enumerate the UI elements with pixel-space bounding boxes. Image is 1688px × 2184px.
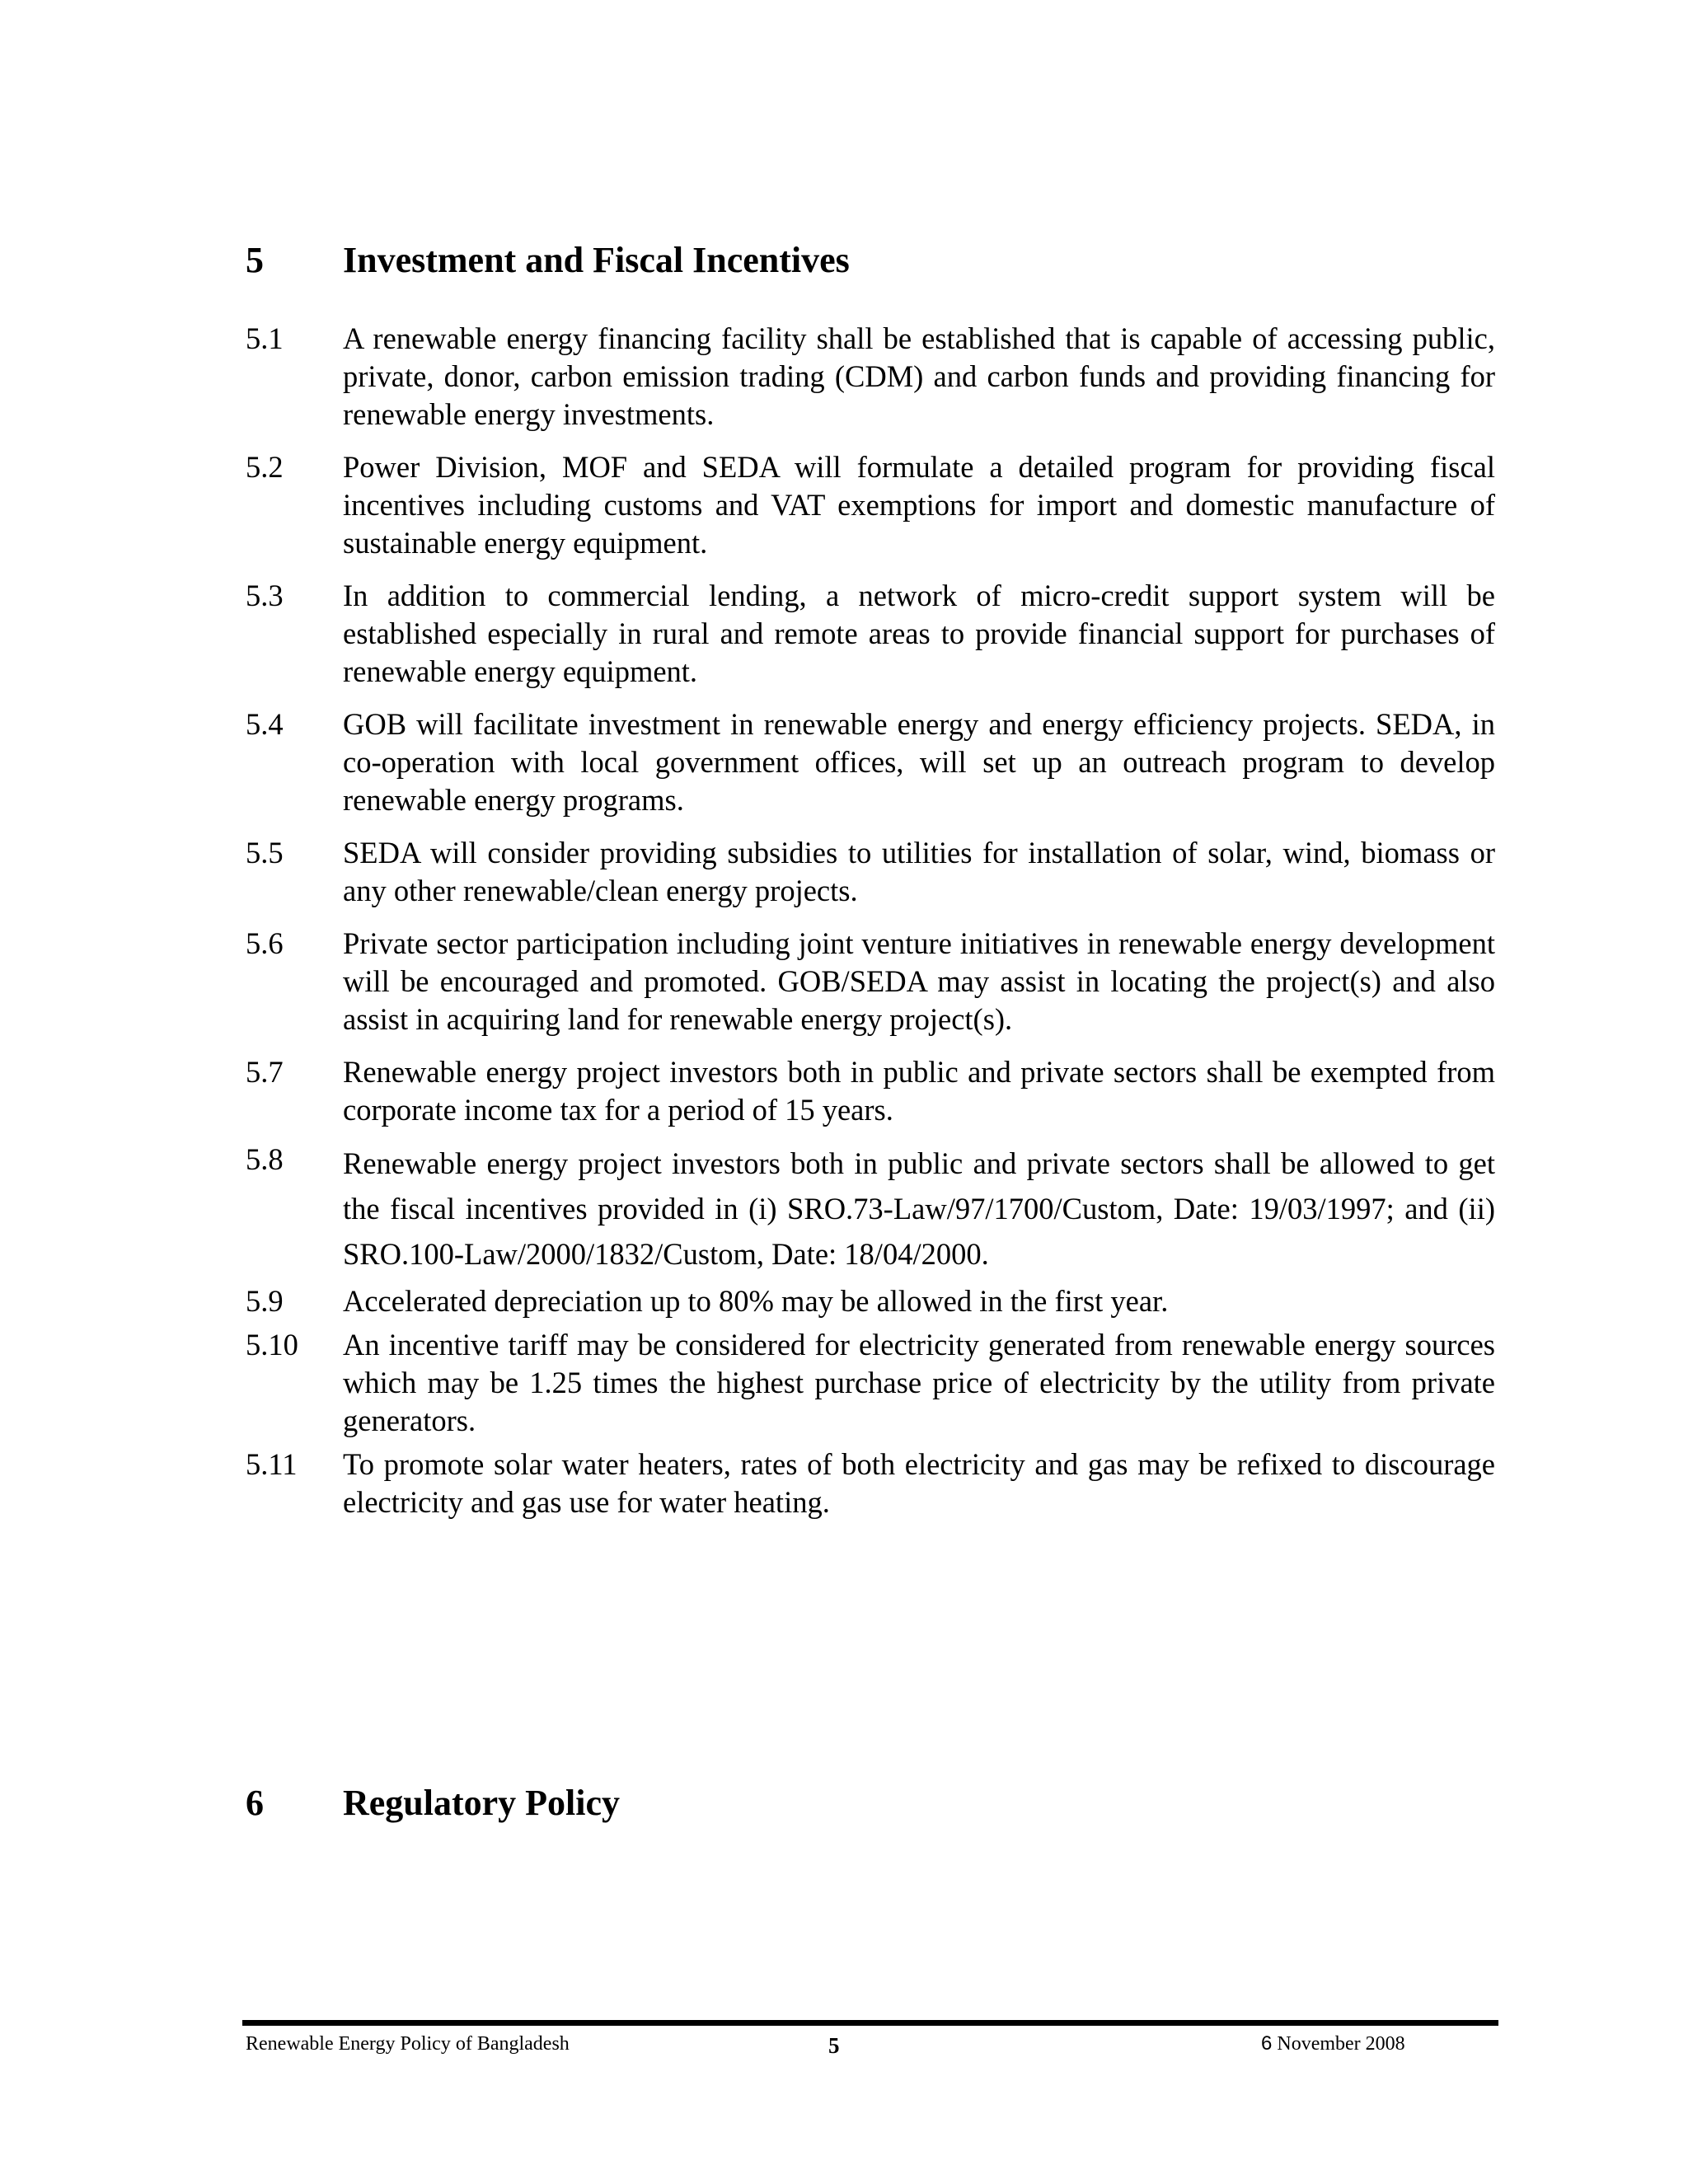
clause-number: 5.4 bbox=[246, 707, 284, 741]
clause-number: 5.8 bbox=[246, 1142, 284, 1176]
clause-number: 5.11 bbox=[246, 1447, 298, 1481]
footer-divider bbox=[242, 2020, 1498, 2026]
footer-page-number: 5 bbox=[828, 2033, 840, 2058]
footer-date-month-year: November 2008 bbox=[1277, 2033, 1405, 2055]
section-title: Investment and Fiscal Incentives bbox=[343, 240, 850, 280]
clause-5-10 bbox=[246, 1326, 1495, 1440]
clause-number: 5.10 bbox=[246, 1328, 298, 1361]
clause-5-3 bbox=[246, 577, 1495, 691]
clause-number: 5.9 bbox=[246, 1284, 284, 1318]
clause-text: An incentive tariff may be considered for electricity generated from renewable energy sources which may be 1.25 times the highest purchase price of electricity by the utility from private generators. bbox=[343, 1328, 1495, 1437]
clause-text: A renewable energy financing facility shall be established that is capable of accessing public, private, donor, carbon emission trading (CDM) and carbon funds and providing financing for renewable energy investments. bbox=[343, 321, 1495, 431]
clause-number: 5.6 bbox=[246, 926, 284, 960]
clause-5-8 bbox=[246, 1141, 1495, 1277]
section-title: Regulatory Policy bbox=[343, 1783, 621, 1823]
clause-text: Renewable energy project investors both in public and private sectors shall be exempted from corporate income tax for a period of 15 years. bbox=[343, 1055, 1495, 1127]
section-number: 6 bbox=[246, 1783, 264, 1823]
clause-5-1 bbox=[246, 320, 1495, 434]
clause-5-6 bbox=[246, 925, 1495, 1038]
clause-text: Power Division, MOF and SEDA will formulate a detailed program for providing fiscal incentives including customs and VAT exemptions for import and domestic manufacture of sustainable energy equipment. bbox=[343, 450, 1495, 560]
clause-text: To promote solar water heaters, rates of both electricity and gas may be refixed to discourage electricity and gas use for water heating. bbox=[343, 1447, 1495, 1519]
clause-text: GOB will facilitate investment in renewable energy and energy efficiency projects. SEDA, in co-operation with local government offices, will set up an outreach program to develop renewable energy programs. bbox=[343, 707, 1495, 817]
clause-5-11 bbox=[246, 1446, 1495, 1521]
clause-5-4 bbox=[246, 705, 1495, 819]
clause-number: 5.2 bbox=[246, 450, 284, 484]
footer-date bbox=[1261, 2031, 1405, 2057]
footer-date-day: 6 bbox=[1261, 2032, 1273, 2055]
clause-text: Renewable energy project investors both in public and private sectors shall be allowed to get the fiscal incentives provided in (i) SRO.73-Law/97/1700/Custom, Date: 19/03/1997; and (ii) SRO.100-Law/2000/1832/Custom, Date: 18/04/2000. bbox=[343, 1146, 1495, 1271]
clause-list bbox=[246, 320, 1495, 1527]
clause-5-7 bbox=[246, 1053, 1495, 1129]
clause-text: Accelerated depreciation up to 80% may be allowed in the first year. bbox=[343, 1284, 1169, 1318]
clause-number: 5.5 bbox=[246, 836, 284, 869]
clause-number: 5.3 bbox=[246, 579, 284, 612]
section-number: 5 bbox=[246, 240, 264, 280]
clause-text: Private sector participation including joint venture initiatives in renewable energy development will be encouraged and promoted. GOB/SEDA may assist in locating the project(s) and also assist in acquiring land for renewable energy project(s). bbox=[343, 926, 1495, 1036]
footer-document-title: Renewable Energy Policy of Bangladesh bbox=[246, 2033, 570, 2055]
clause-5-2 bbox=[246, 448, 1495, 562]
clause-number: 5.1 bbox=[246, 321, 284, 355]
clause-5-9 bbox=[246, 1282, 1495, 1320]
clause-text: SEDA will consider providing subsidies to utilities for installation of solar, wind, biomass or any other renewable/clean energy projects. bbox=[343, 836, 1495, 907]
clause-5-5 bbox=[246, 834, 1495, 910]
clause-text: In addition to commercial lending, a network of micro-credit support system will be established especially in rural and remote areas to provide financial support for purchases of renewable energy equipment. bbox=[343, 579, 1495, 688]
clause-number: 5.7 bbox=[246, 1055, 284, 1089]
